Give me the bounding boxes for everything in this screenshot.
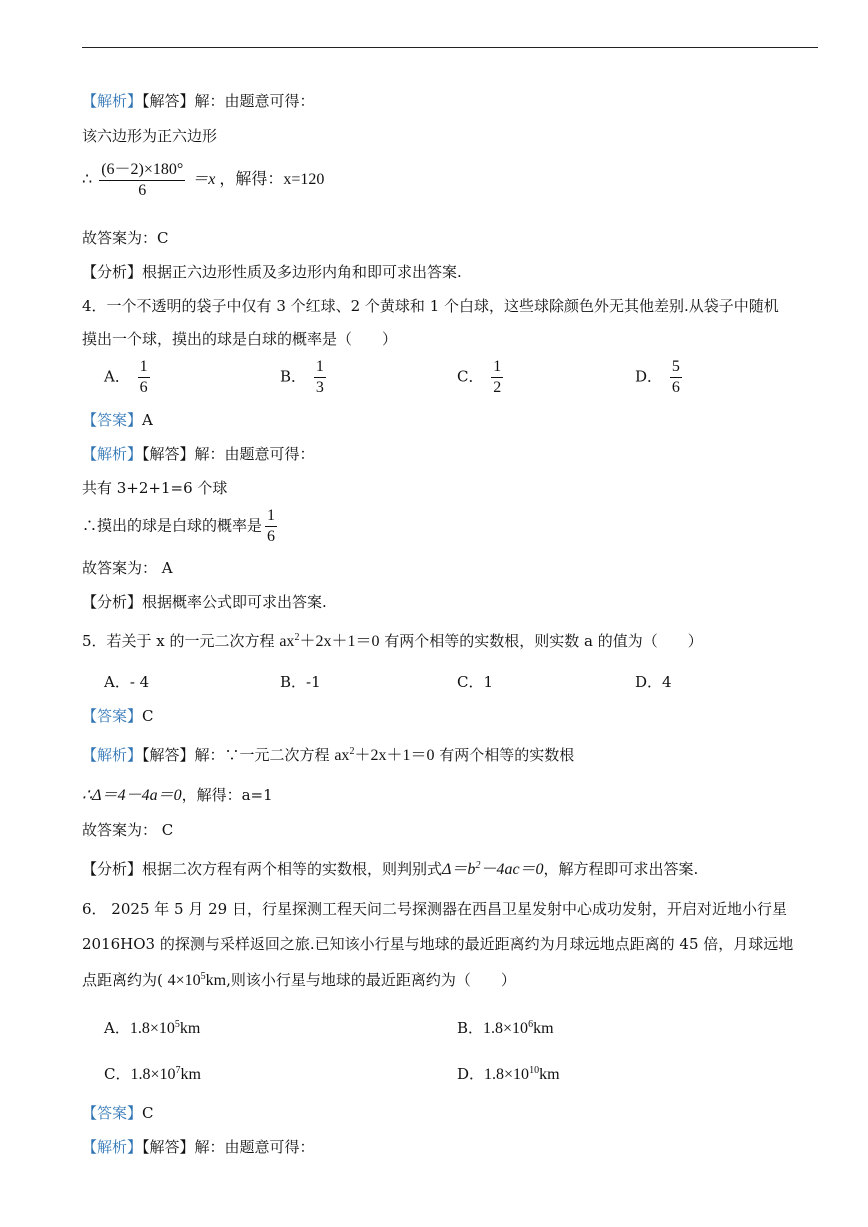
q5-stem-suffix: 有两个相等的实数根，则实数 a 的值为（ ） [384,632,703,650]
analysis-label: 【解析】 [82,1138,143,1156]
answer-label: 【解答】 [142,92,195,110]
option-value: $1.8\times 10^5km$ [129,1019,201,1037]
q3-fraction [99,160,185,201]
q5-stem [82,631,703,652]
q5-equation: $ax^2+2x+1=0$ [279,632,380,650]
q4-stem-line1: 4．一个不透明的袋子中仅有 3 个红球、2 个黄球和 1 个白球，这些球除颜色外无其他差别.从袋子中随机 [82,297,779,315]
q6-option-d[interactable] [457,1064,560,1085]
q4-option-c[interactable] [457,357,506,398]
q6-option-b[interactable] [457,1018,554,1039]
analysis-label: 【解析】 [82,92,143,110]
q4-fraction: $\frac{1}{6}$ [267,507,276,545]
therefore-symbol: ∴ [82,171,93,189]
solve-text: ，解得：a=1 [181,786,273,804]
fenxi-label: 【分析】 [82,593,143,611]
q5-option-b[interactable]: B．-1 [280,673,321,691]
analysis-text-suffix: 有两个相等的实数根 [439,746,575,764]
q6-stem-line3 [82,970,516,991]
q3-final: 故答案为：C [82,229,169,247]
option-value: $1.8\times 10^{10}km$ [484,1065,560,1083]
q6-analysis-line [82,1137,315,1157]
analysis-label: 【解析】 [82,445,143,463]
q5-line2 [82,785,273,806]
option-fraction: $\frac{5}{6}$ [671,358,680,396]
option-fraction: $\frac{1}{6}$ [139,358,148,396]
q4-option-d[interactable] [635,357,685,398]
option-letter: A． [104,367,130,386]
answer-value: C [142,1104,154,1122]
fenxi-label: 【分析】 [82,860,143,878]
answer-label: 【答案】 [82,411,143,429]
option-letter: C． [457,367,484,386]
q3-line2: 该六边形为正六边形 [82,127,218,145]
q4-answer-line [82,410,153,430]
q5-analysis-equation: $ax^2+2x+1=0$ [334,746,435,764]
q6-stem-suffix: ,则该小行星与地球的最近距离约为（ ） [226,971,516,989]
q5-option-c[interactable]: C．1 [457,673,494,691]
analysis-text: 解：由题意可得： [194,1138,315,1156]
q5-option-a[interactable]: A．- 4 [104,673,150,691]
fenxi-text: 根据概率公式即可求出答案. [142,593,327,611]
jieda-label: 【解答】 [142,445,195,463]
q6-stem-prefix: 点距离约为( [82,971,163,989]
q3-formula [82,160,324,201]
header-rule [82,47,818,48]
q5-fenxi-line [82,859,698,880]
q5-answer-line [82,706,154,726]
q4-line2: 共有 3+2+1=6 个球 [82,479,228,497]
q6-option-a[interactable] [104,1018,200,1039]
jieda-label: 【解答】 [142,746,195,764]
q4-option-b[interactable] [280,357,329,398]
q5-option-d[interactable]: D．4 [635,673,672,691]
q4-analysis-line [82,444,315,464]
q6-stem-value: $4\times 10^5km$ [167,971,227,989]
option-value: $1.8\times 10^7km$ [130,1065,201,1083]
q5-analysis-line [82,745,574,766]
option-fraction: $\frac{1}{2}$ [493,358,502,396]
option-letter: D． [457,1065,485,1083]
q6-option-c[interactable] [104,1064,201,1085]
q5-final: 故答案为： C [82,821,174,839]
fenxi-text: 根据正六边形性质及多边形内角和即可求出答案. [142,263,462,281]
q6-stem-line2: 2016HO3 的探测与采样返回之旅.已知该小行星与地球的最近距离约为月球远地点距离的 45 倍，月球远地 [82,935,794,953]
option-letter: B． [280,367,307,386]
answer-value: A [142,411,153,429]
q3-analysis-line [82,91,315,111]
q6-stem-line1: 6． 2025 年 5 月 29 日，行星探测工程天问二号探测器在西昌卫星发射中心成功发射，开启对近地小行星 [82,900,787,918]
answer-label: 【答案】 [82,707,143,725]
analysis-text: 解：∵一元二次方程 [194,746,330,764]
option-letter: B． [457,1019,484,1037]
option-fraction: $\frac{1}{3}$ [315,358,324,396]
q4-line3 [82,506,280,547]
q4-fenxi-line [82,592,327,612]
q3-fenxi-line [82,262,462,282]
analysis-label: 【解析】 [82,746,143,764]
q4-line3-text: ∴摸出的球是白球的概率是 [82,516,263,535]
fenxi-text-suffix: ，解方程即可求出答案. [543,860,699,878]
answer-label: 【答案】 [82,1104,143,1122]
option-letter: C． [104,1065,131,1083]
fenxi-text: 根据二次方程有两个相等的实数根，则判别式 [142,860,443,878]
option-letter: A． [104,1019,130,1037]
q4-option-a[interactable] [104,357,153,398]
answer-value: C [142,707,154,725]
discriminant-equation: ∴Δ＝4－4a＝0 [82,787,182,804]
q4-stem-line2: 摸出一个球，摸出的球是白球的概率是（ ） [82,330,398,348]
solve-text: ，解得：x=120 [219,171,325,189]
option-letter: D． [635,367,663,386]
q5-stem-prefix: 5．若关于 x 的一元二次方程 [82,632,275,650]
q3-analysis-text: 解：由题意可得： [194,92,315,110]
fraction-numerator: (6－2)×180° [99,160,185,181]
fraction-denominator: 6 [138,182,147,199]
option-value: $1.8\times 10^6km$ [483,1019,554,1037]
jieda-label: 【解答】 [142,1138,195,1156]
analysis-text: 解：由题意可得： [194,445,315,463]
equation-rhs: ＝x [192,171,216,189]
fenxi-equation: $\Delta=b^2-4ac=0$ [442,860,544,878]
q6-answer-line [82,1103,154,1123]
q4-final: 故答案为： A [82,559,173,577]
fenxi-label: 【分析】 [82,263,143,281]
